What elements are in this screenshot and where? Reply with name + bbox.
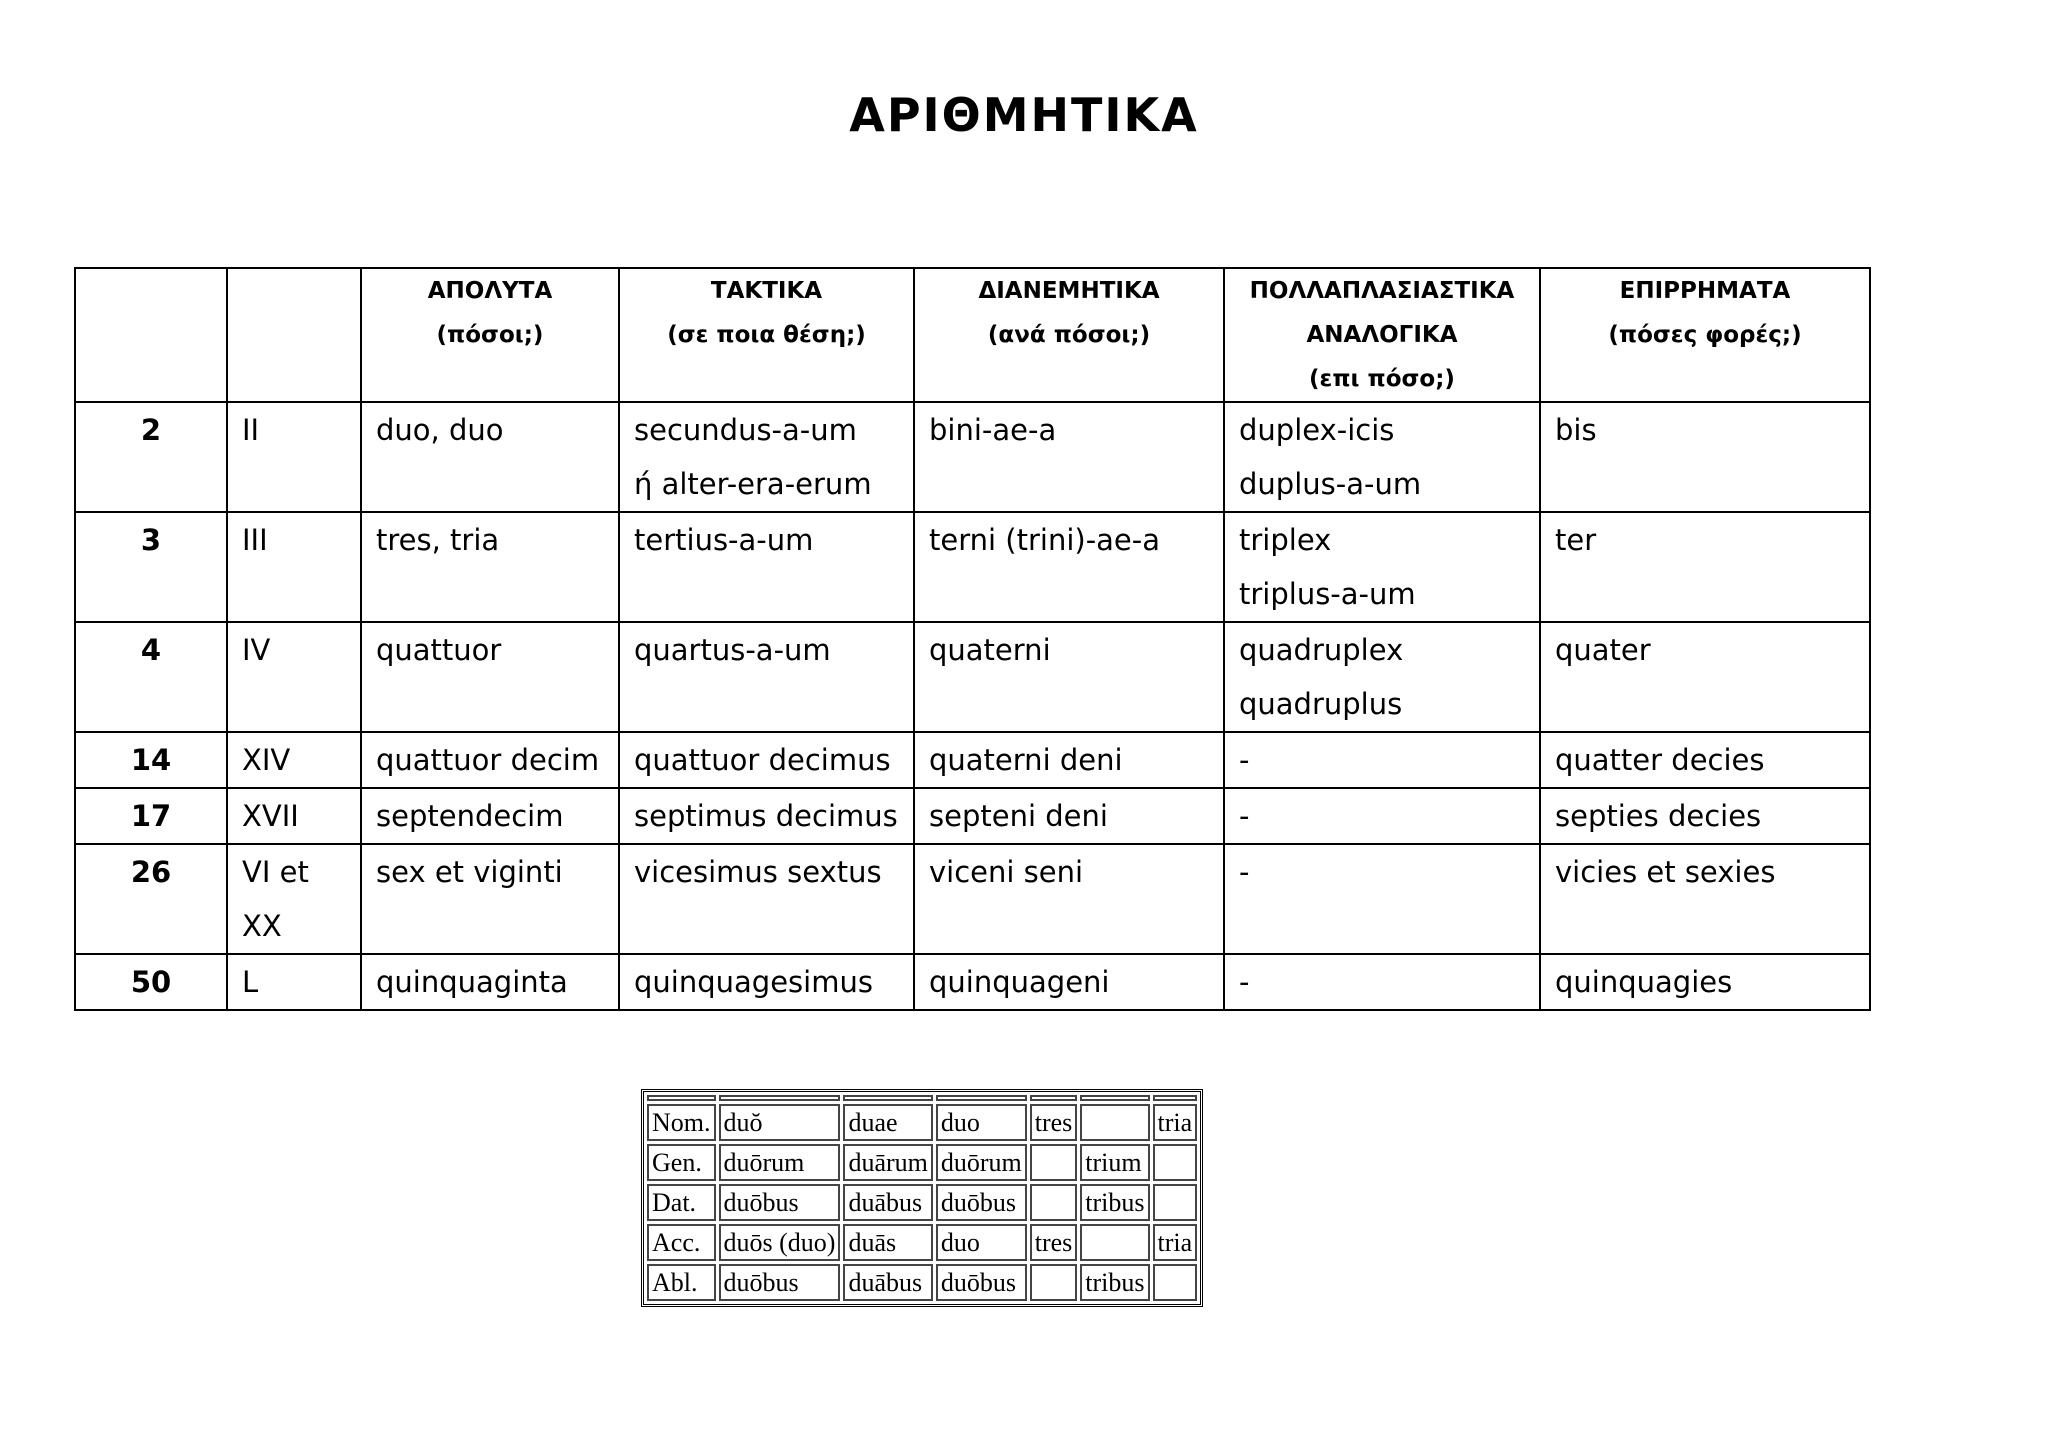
number-cell: 26 [75, 844, 227, 954]
cell-line: quinquaginta [376, 965, 568, 999]
adverb-cell [1540, 954, 1870, 1010]
declension-top-row [647, 1095, 1197, 1101]
table-row [75, 512, 1870, 622]
declension-table [641, 1089, 1203, 1307]
ordinal-cell [619, 512, 914, 622]
table-row [75, 788, 1870, 844]
declension-cell [1030, 1184, 1078, 1221]
cell-line [232, 313, 356, 357]
roman-cell [227, 622, 361, 732]
cell-line: L [242, 965, 259, 999]
cell-line: viceni seni [929, 855, 1084, 889]
cell-line: ή alter-era-erum [634, 467, 872, 501]
declension-row [647, 1104, 1197, 1141]
cell-line: bis [1555, 413, 1597, 447]
declension-cell: duōrum [936, 1144, 1027, 1181]
cell-line: quaterni deni [929, 743, 1123, 777]
ordinal-cell [619, 732, 914, 788]
cell-line: terni (trini)-ae-a [929, 523, 1161, 557]
cell-line: ΔΙΑΝΕΜΗΤΙΚΑ [978, 278, 1160, 304]
cell-line: secundus-a-um [634, 413, 857, 447]
absolute-cell [361, 622, 619, 732]
adverb-cell [1540, 844, 1870, 954]
cell-line: (πόσοι;) [436, 322, 544, 348]
distributive-cell [914, 844, 1224, 954]
cell-line: - [1239, 743, 1250, 777]
header-cell [619, 268, 914, 402]
table-row [75, 622, 1870, 732]
cell-line: quattuor decim [376, 743, 600, 777]
cell-line: - [1239, 965, 1250, 999]
cell-line: septimus decimus [634, 799, 898, 833]
ordinal-cell [619, 954, 914, 1010]
absolute-cell [361, 512, 619, 622]
declension-cell: tres [1030, 1104, 1078, 1141]
declension-row [647, 1224, 1197, 1261]
cell-line: vicies et sexies [1555, 855, 1776, 889]
cell-line: - [1239, 799, 1250, 833]
header-cell [75, 268, 227, 402]
cell-line: (σε ποια θέση;) [667, 322, 866, 348]
declension-cell [1030, 1144, 1078, 1181]
cell-line: quadruplus [1239, 687, 1403, 721]
absolute-cell [361, 954, 619, 1010]
roman-cell [227, 732, 361, 788]
declension-cell: tria [1153, 1104, 1198, 1141]
cell-line: XX [242, 909, 282, 943]
case-label: Acc. [647, 1224, 716, 1261]
cell-line: quattuor decimus [634, 743, 891, 777]
empty-cell [1153, 1095, 1198, 1101]
declension-cell: duo [936, 1104, 1027, 1141]
ordinal-cell [619, 402, 914, 512]
number-cell: 4 [75, 622, 227, 732]
cell-line: septies decies [1555, 799, 1762, 833]
multiplicative-cell [1224, 844, 1540, 954]
declension-cell: duōbus [719, 1264, 841, 1301]
table-row [75, 402, 1870, 512]
number-cell: 3 [75, 512, 227, 622]
roman-cell [227, 402, 361, 512]
case-label: Abl. [647, 1264, 716, 1301]
declension-cell: duābus [843, 1264, 932, 1301]
adverb-cell [1540, 402, 1870, 512]
declension-cell: duo [936, 1224, 1027, 1261]
cell-line: ΕΠΙΡΡΗΜΑΤΑ [1619, 278, 1791, 304]
cell-line: quaterni [929, 633, 1051, 667]
cell-line: XVII [242, 799, 299, 833]
absolute-cell [361, 732, 619, 788]
declension-cell [1153, 1264, 1198, 1301]
absolute-cell [361, 844, 619, 954]
distributive-cell [914, 402, 1224, 512]
cell-line: ΑΠΟΛΥΤΑ [427, 278, 553, 304]
cell-line: tres, tria [376, 523, 500, 557]
declension-cell: duae [843, 1104, 932, 1141]
empty-cell [719, 1095, 841, 1101]
header-cell [361, 268, 619, 402]
distributive-cell [914, 954, 1224, 1010]
cell-line: duplex-icis [1239, 413, 1395, 447]
cell-line: III [242, 523, 268, 557]
roman-cell [227, 788, 361, 844]
declension-cell [1153, 1184, 1198, 1221]
cell-line: septeni deni [929, 799, 1108, 833]
distributive-cell [914, 788, 1224, 844]
number-cell: 17 [75, 788, 227, 844]
declension-cell: duārum [843, 1144, 932, 1181]
declension-cell: trium [1080, 1144, 1149, 1181]
header-cell [1540, 268, 1870, 402]
cell-line: quattuor [376, 633, 502, 667]
case-label: Gen. [647, 1144, 716, 1181]
cell-line [232, 269, 356, 313]
header-cell [914, 268, 1224, 402]
adverb-cell [1540, 732, 1870, 788]
adverb-cell [1540, 512, 1870, 622]
distributive-cell [914, 622, 1224, 732]
declension-row [647, 1264, 1197, 1301]
cell-line: (ανά πόσοι;) [987, 322, 1151, 348]
declension-cell [1080, 1224, 1149, 1261]
declension-cell: duōbus [936, 1184, 1027, 1221]
declension-cell: tria [1153, 1224, 1198, 1261]
cell-line: triplex [1239, 523, 1332, 557]
number-cell: 2 [75, 402, 227, 512]
absolute-cell [361, 788, 619, 844]
empty-cell [1080, 1095, 1149, 1101]
cell-line: bini-ae-a [929, 413, 1057, 447]
multiplicative-cell [1224, 402, 1540, 512]
declension-cell: duŏ [719, 1104, 841, 1141]
cell-line: tertius-a-um [634, 523, 814, 557]
case-label: Nom. [647, 1104, 716, 1141]
number-cell: 14 [75, 732, 227, 788]
roman-cell [227, 844, 361, 954]
header-cell [1224, 268, 1540, 402]
cell-line: - [1239, 855, 1250, 889]
table-row [75, 844, 1870, 954]
table-row [75, 954, 1870, 1010]
declension-cell: duās [843, 1224, 932, 1261]
cell-line: (επι πόσο;) [1309, 366, 1455, 392]
empty-cell [1030, 1095, 1078, 1101]
declension-row [647, 1184, 1197, 1221]
numerals-table [74, 267, 1871, 1011]
cell-line: sex et viginti [376, 855, 563, 889]
multiplicative-cell [1224, 732, 1540, 788]
cell-line: XIV [242, 743, 291, 777]
declension-cell: duābus [843, 1184, 932, 1221]
absolute-cell [361, 402, 619, 512]
declension-row [647, 1144, 1197, 1181]
cell-line: IV [242, 633, 271, 667]
roman-cell [227, 954, 361, 1010]
declension-cell: duōs (duo) [719, 1224, 841, 1261]
cell-line: quinquagies [1555, 965, 1733, 999]
declension-cell: tres [1030, 1224, 1078, 1261]
ordinal-cell [619, 788, 914, 844]
cell-line: septendecim [376, 799, 564, 833]
multiplicative-cell [1224, 954, 1540, 1010]
number-cell: 50 [75, 954, 227, 1010]
cell-line: duplus-a-um [1239, 467, 1422, 501]
case-label: Dat. [647, 1184, 716, 1221]
cell-line: quinquageni [929, 965, 1110, 999]
adverb-cell [1540, 622, 1870, 732]
cell-line: ΤΑΚΤΙΚΑ [710, 278, 823, 304]
cell-line: quatter decies [1555, 743, 1765, 777]
distributive-cell [914, 732, 1224, 788]
cell-line [80, 313, 222, 357]
cell-line: duo, duo [376, 413, 504, 447]
adverb-cell [1540, 788, 1870, 844]
cell-line: quinquagesimus [634, 965, 873, 999]
declension-cell [1153, 1144, 1198, 1181]
declension-cell: duōrum [719, 1144, 841, 1181]
cell-line: vicesimus sextus [634, 855, 882, 889]
ordinal-cell [619, 622, 914, 732]
empty-cell [936, 1095, 1027, 1101]
declension-cell: duōbus [936, 1264, 1027, 1301]
multiplicative-cell [1224, 622, 1540, 732]
declension-cell: tribus [1080, 1184, 1149, 1221]
declension-cell [1080, 1104, 1149, 1141]
cell-line: ΑΝΑΛΟΓΙΚΑ [1306, 322, 1458, 348]
cell-line: ΠΟΛΛΑΠΛΑΣΙΑΣΤΙΚΑ [1249, 278, 1515, 304]
roman-cell [227, 512, 361, 622]
cell-line: triplus-a-um [1239, 577, 1416, 611]
cell-line: II [242, 413, 260, 447]
cell-line: (πόσες φορές;) [1608, 322, 1802, 348]
ordinal-cell [619, 844, 914, 954]
cell-line: quadruplex [1239, 633, 1404, 667]
empty-cell [647, 1095, 716, 1101]
declension-cell: duōbus [719, 1184, 841, 1221]
header-row [75, 268, 1870, 402]
table-row [75, 732, 1870, 788]
cell-line [80, 269, 222, 313]
cell-line: VI et [242, 855, 309, 889]
multiplicative-cell [1224, 788, 1540, 844]
cell-line: quartus-a-um [634, 633, 831, 667]
distributive-cell [914, 512, 1224, 622]
cell-line: quater [1555, 633, 1651, 667]
multiplicative-cell [1224, 512, 1540, 622]
cell-line: ter [1555, 523, 1597, 557]
empty-cell [843, 1095, 932, 1101]
page-title: ΑΡΙΘΜΗΤΙΚΑ [849, 88, 1199, 142]
declension-cell [1030, 1264, 1078, 1301]
declension-cell: tribus [1080, 1264, 1149, 1301]
header-cell [227, 268, 361, 402]
